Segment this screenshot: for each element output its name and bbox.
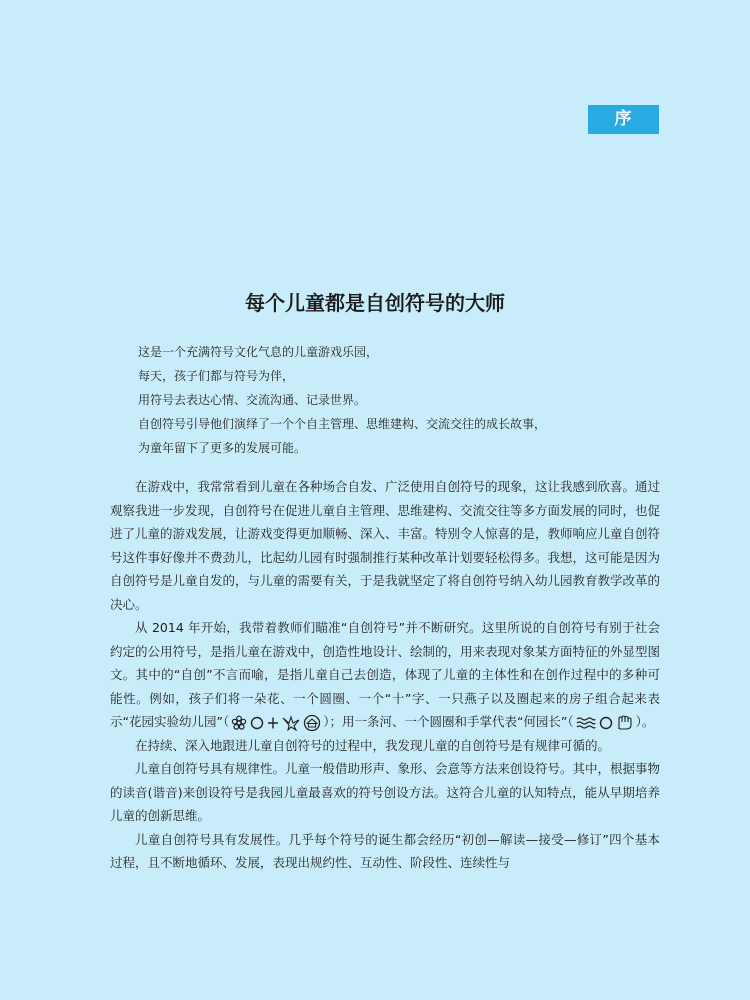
preface-tab-badge: 序 [588, 105, 659, 134]
verse-line: 这是一个充满符号文化气息的儿童游戏乐园， [138, 345, 379, 359]
hand-icon [616, 715, 634, 731]
kindergarten-symbol [231, 714, 321, 732]
principal-symbol [576, 715, 634, 731]
paragraph: 儿童自创符号具有发展性。几乎每个符号的诞生都会经历“初创—解读—接受—修订”四个基本过程，且不断地循环、发展，表现出规约性、互动性、阶段性、连续性与 [110, 831, 660, 870]
verse-line: 为童年留下了更多的发展可能。 [138, 441, 307, 455]
preface-verse [138, 340, 678, 460]
page-title: 每个儿童都是自创符号的大师 [245, 291, 505, 315]
verse-line: 用符号去表达心情、交流沟通、记录世界。 [138, 393, 367, 407]
house-in-circle-icon [303, 714, 321, 732]
circle-icon [599, 716, 613, 730]
flower-icon [231, 715, 247, 731]
paragraph [110, 616, 660, 734]
paragraph: 在游戏中，我常常看到儿童在各种场合自发、广泛使用自创符号的现象，这让我感到欣喜。通过观察我进一步发现，自创符号在促进儿童自主管理、思维建构、交流交往等多方面发展的同时，也促进了儿童的游戏发展，让游戏变得更加顺畅、深入、丰富。特别令人惊喜的是，教师响应儿童自创符号这件事好像并不费劲儿，比起幼儿园有时强制推行某种改革计划要轻松得多。我想，这可能是因为自创符号是儿童自发的，与儿童的需要有关，于是我就坚定了将自创符号纳入幼儿园教育教学改革的决心。 [110, 479, 661, 612]
circle-icon [250, 716, 264, 730]
verse-line: 每天，孩子们都与符号为伴， [138, 369, 295, 383]
paragraph-text: ）。 [635, 714, 655, 729]
swallow-icon [282, 715, 300, 731]
verse-line: 自创符号引导他们演绎了一个个自主管理、思维建构、交流交往的成长故事， [138, 417, 547, 431]
body-text [110, 475, 660, 875]
paragraph-text: ）；用一条河、一个圆圈和手掌代表“何园长”（ [323, 714, 574, 729]
river-icon [576, 716, 596, 730]
paragraph: 儿童自创符号具有规律性。儿童一般借助形声、象形、会意等方法来创设符号。其中，根据事物的读音(谐音)来创设符号是我园儿童最喜欢的符号创设方法。这符合儿童的认知特点，能从早期培养儿童的创新思维。 [110, 761, 661, 823]
paragraph: 在持续、深入地跟进儿童自创符号的过程中，我发现儿童的自创符号是有规律可循的。 [135, 737, 611, 753]
plus-icon [267, 716, 279, 730]
paragraph-text: 从 2014 年开始，我带着教师们瞄准“自创符号”并不断研究。这里所说的自创符号有别于社会约定的公用符号，是指儿童在游戏中，创造性地设计、绘制的，用来表现对象某方面特征的外显型图文。其中的“自创”不言而喻，是指儿童自己去创造，体现了儿童的主体性和在创作过程中的多种可能性。例如，孩子们将一朵花、一个圆圈、一个“十”字、一只燕子以及圈起来的房子组合起来表示“花园实验幼儿园”（ [110, 620, 661, 729]
